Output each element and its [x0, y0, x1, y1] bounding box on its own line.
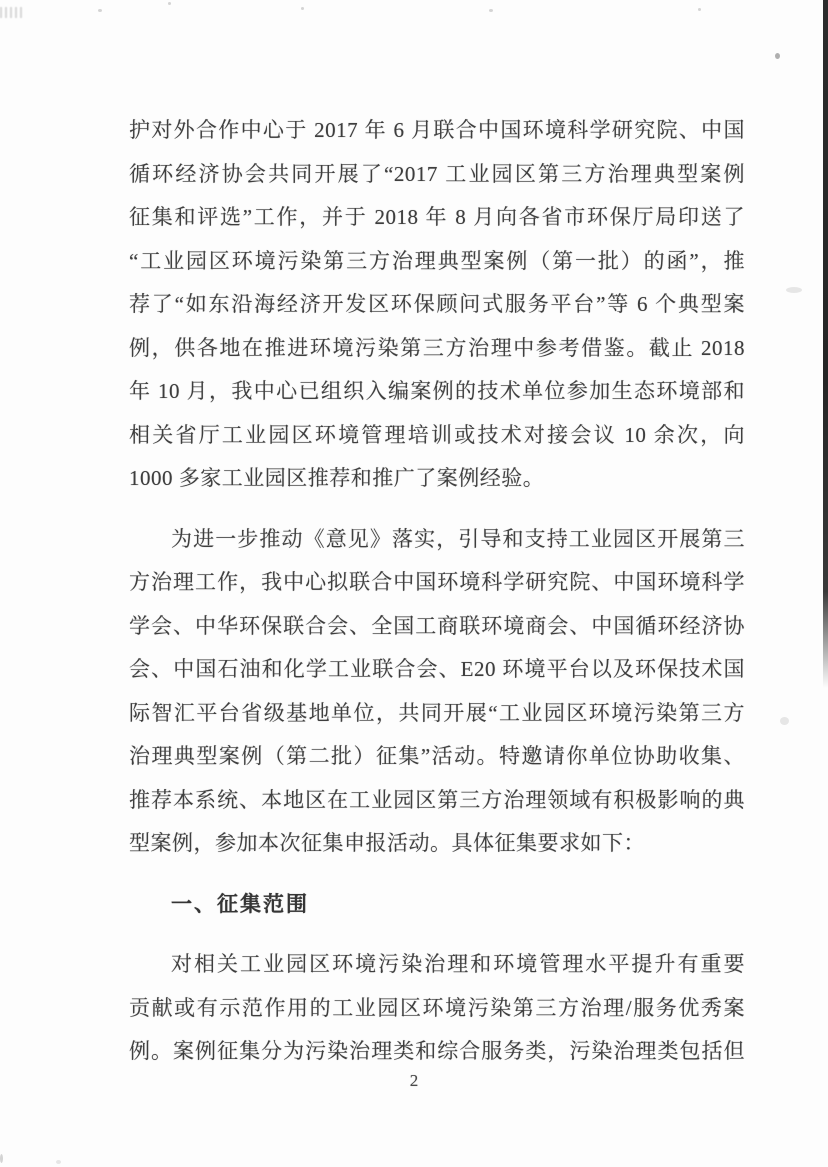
text-line: 荐了“如东沿海经济开发区环保顾问式服务平台”等 6 个典型案	[129, 292, 745, 316]
scan-speck	[698, 8, 701, 11]
scan-speck	[301, 7, 304, 10]
text-line: 为进一步推动《意见》落实，引导和支持工业园区开展第三	[171, 526, 745, 551]
scan-smudge	[786, 287, 802, 293]
paragraph-spacer	[129, 926, 745, 943]
text-line: 循环经济协会共同开展了“2017 工业园区第三方治理典型案例	[129, 161, 745, 186]
text-line: 推荐本系统、本地区在工业园区第三方治理领域有积极影响的典	[129, 787, 745, 812]
document-text-block	[129, 109, 745, 1074]
text-line: 护对外合作中心于 2017 年 6 月联合中国环境科学研究院、中国	[129, 118, 745, 142]
scan-speck	[0, 1154, 3, 1163]
text-line: 际智汇平台省级基地单位，共同开展“工业园区环境污染第三方	[129, 700, 745, 725]
paragraph-2	[129, 518, 745, 866]
paragraph-3	[129, 943, 745, 1074]
page-number: 2	[409, 1071, 419, 1090]
text-line: 征集和评选”工作，并于 2018 年 8 月向各省市环保厅局印送了	[129, 205, 745, 229]
paragraph-spacer	[129, 866, 745, 883]
scan-right-edge-line	[823, 0, 828, 688]
scan-speck	[775, 53, 780, 59]
text-line: 会、中国石油和化学工业联合会、E20 环境平台以及环保技术国	[129, 657, 745, 681]
text-line: 方治理工作，我中心拟联合中国环境科学研究院、中国环境科学	[129, 570, 745, 594]
text-line: 相关省厅工业园区环境管理培训或技术对接会议 10 余次，向	[129, 422, 745, 447]
scan-speck	[168, 2, 171, 5]
text-line: 治理典型案例（第二批）征集”活动。特邀请你单位协助收集、	[129, 744, 745, 768]
text-line: “工业园区环境污染第三方治理典型案例（第一批）的函”，推	[129, 248, 745, 273]
text-line: 学会、中华环保联合会、全国工商联环境商会、中国循环经济协	[129, 613, 745, 638]
text-line: 例，供各地在推进环境污染第三方治理中参考借鉴。截止 2018	[129, 335, 745, 360]
text-line: 年 10 月，我中心已组织入编案例的技术单位参加生态环境部和	[129, 379, 745, 403]
paragraph-1	[129, 109, 745, 501]
paragraph-spacer	[129, 501, 745, 518]
text-line: 贡献或有示范作用的工业园区环境污染第三方治理/服务优秀案	[129, 995, 745, 1020]
section-heading: 一、征集范围	[171, 891, 309, 916]
text-line: 例。案例征集分为污染治理类和综合服务类，污染治理类包括但	[129, 1039, 745, 1063]
scan-smudge	[780, 717, 789, 725]
scan-speck	[98, 9, 102, 12]
text-line: 1000 多家工业园区推荐和推广了案例经验。	[129, 466, 545, 490]
text-line: 型案例，参加本次征集申报活动。具体征集要求如下：	[129, 831, 645, 855]
scan-speck	[56, 1160, 61, 1164]
text-line: 对相关工业园区环境污染治理和环境管理水平提升有重要	[171, 952, 745, 976]
scan-artifact-top-left	[0, 7, 24, 18]
scan-speck	[489, 9, 493, 12]
